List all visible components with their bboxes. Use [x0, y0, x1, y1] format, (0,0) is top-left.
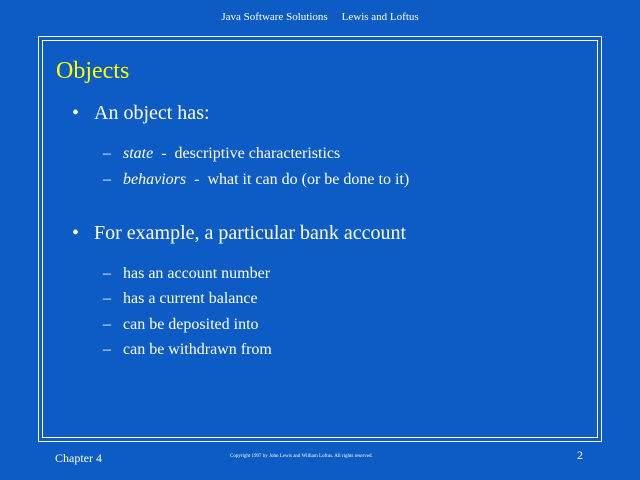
sub-item	[103, 315, 259, 335]
dash-icon: –	[103, 316, 111, 333]
bullet-text: For example, a particular bank account	[94, 222, 407, 244]
bullet-dot-icon: •	[72, 222, 80, 244]
sub-item	[103, 264, 270, 284]
sub-item-description: what it can do (or be done to it)	[207, 171, 410, 188]
sub-item	[103, 340, 272, 360]
bullet-dot-icon: •	[72, 102, 80, 124]
dash-icon: –	[103, 171, 111, 188]
footer-chapter: Chapter 4	[55, 451, 102, 465]
dash-icon: –	[103, 265, 111, 282]
slide-title: Objects	[56, 58, 130, 84]
slide-header	[0, 11, 640, 23]
sub-item-term: state	[123, 145, 154, 162]
sub-item-description: descriptive characteristics	[174, 145, 341, 162]
sub-item	[103, 289, 258, 309]
footer-copyright: Copyright 1997 by John Lewis and William Loftus. All rights reserved.	[230, 454, 373, 459]
dash-icon: –	[103, 341, 111, 358]
sub-item	[103, 144, 340, 164]
sub-item-text: can be deposited into	[123, 316, 259, 333]
sub-item-text: has an account number	[123, 265, 271, 282]
dash-icon: –	[103, 145, 111, 162]
book-title: Java Software Solutions	[221, 11, 328, 23]
sub-item-separator: -	[161, 145, 167, 162]
bullet-item	[72, 101, 210, 125]
sub-item-separator: -	[194, 171, 200, 188]
page-number: 2	[577, 448, 583, 462]
sub-item-text: can be withdrawn from	[123, 341, 272, 358]
authors: Lewis and Loftus	[341, 11, 419, 23]
sub-item	[103, 170, 409, 190]
sub-item-term: behaviors	[123, 171, 187, 188]
bullet-text: An object has:	[94, 102, 210, 124]
sub-item-text: has a current balance	[123, 290, 258, 307]
dash-icon: –	[103, 290, 111, 307]
bullet-item	[72, 221, 406, 245]
